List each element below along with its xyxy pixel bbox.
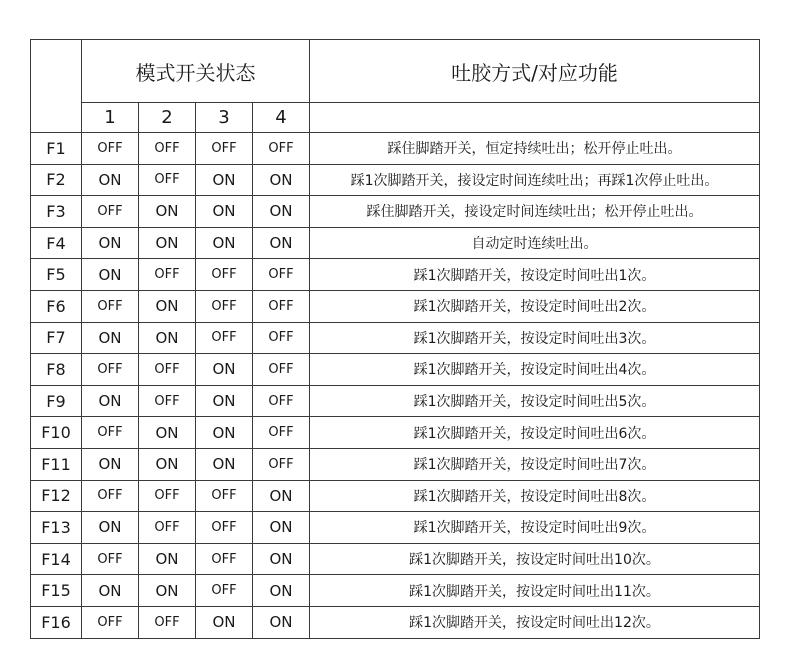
table-row — [31, 575, 760, 607]
switch-2-state-cell: OFF — [139, 512, 196, 544]
switch-1-state-cell: ON — [82, 227, 139, 259]
table-row — [31, 227, 760, 259]
table-row — [31, 164, 760, 196]
function-description-cell: 踩1次脚踏开关，按设定时间吐出3次。 — [310, 322, 760, 354]
switch-number-3: 3 — [196, 103, 253, 133]
switch-3-state-cell: ON — [196, 354, 253, 386]
mode-id-cell: F8 — [31, 354, 82, 386]
switch-3-state-cell: OFF — [196, 290, 253, 322]
switch-4-state-cell: ON — [253, 480, 310, 512]
mode-function-table — [30, 39, 760, 639]
switch-3-state-cell: OFF — [196, 575, 253, 607]
table-row — [31, 606, 760, 638]
switch-4-state-cell: OFF — [253, 259, 310, 291]
function-description-cell: 踩1次脚踏开关，按设定时间吐出2次。 — [310, 290, 760, 322]
switch-3-state-cell: ON — [196, 164, 253, 196]
function-description-cell: 踩1次脚踏开关，按设定时间吐出4次。 — [310, 354, 760, 386]
table-row — [31, 480, 760, 512]
switch-number-row — [31, 103, 760, 133]
switch-3-state-cell: ON — [196, 606, 253, 638]
switch-3-state-cell: ON — [196, 448, 253, 480]
mode-id-cell: F16 — [31, 606, 82, 638]
function-description-cell: 踩1次脚踏开关，按设定时间吐出7次。 — [310, 448, 760, 480]
switch-3-state-cell: ON — [196, 227, 253, 259]
switch-1-state-cell: ON — [82, 575, 139, 607]
function-header: 吐胶方式/对应功能 — [310, 40, 760, 103]
switch-1-state-cell: ON — [82, 385, 139, 417]
mode-id-cell: F6 — [31, 290, 82, 322]
switch-4-state-cell: ON — [253, 164, 310, 196]
mode-id-cell: F15 — [31, 575, 82, 607]
function-subheader-blank — [310, 103, 760, 133]
function-description-cell: 自动定时连续吐出。 — [310, 227, 760, 259]
switch-2-state-cell: OFF — [139, 480, 196, 512]
mode-id-cell: F9 — [31, 385, 82, 417]
table-row — [31, 354, 760, 386]
mode-id-cell: F14 — [31, 543, 82, 575]
switch-number-1: 1 — [82, 103, 139, 133]
switch-4-state-cell: OFF — [253, 354, 310, 386]
mode-status-header: 模式开关状态 — [82, 40, 310, 103]
table-row — [31, 385, 760, 417]
table-row — [31, 290, 760, 322]
function-description-cell: 踩1次脚踏开关，按设定时间吐出9次。 — [310, 512, 760, 544]
switch-1-state-cell: OFF — [82, 480, 139, 512]
mode-id-cell: F4 — [31, 227, 82, 259]
mode-id-cell: F3 — [31, 196, 82, 228]
function-description-cell: 踩1次脚踏开关，按设定时间吐出1次。 — [310, 259, 760, 291]
switch-1-state-cell: OFF — [82, 543, 139, 575]
switch-1-state-cell: ON — [82, 164, 139, 196]
switch-2-state-cell: ON — [139, 448, 196, 480]
switch-1-state-cell: ON — [82, 322, 139, 354]
switch-number-4: 4 — [253, 103, 310, 133]
switch-1-state-cell: OFF — [82, 606, 139, 638]
switch-2-state-cell: ON — [139, 196, 196, 228]
mode-id-cell: F2 — [31, 164, 82, 196]
switch-1-state-cell: OFF — [82, 133, 139, 165]
switch-2-state-cell: OFF — [139, 354, 196, 386]
switch-2-state-cell: OFF — [139, 133, 196, 165]
mode-id-cell: F12 — [31, 480, 82, 512]
table-row — [31, 259, 760, 291]
switch-4-state-cell: OFF — [253, 448, 310, 480]
switch-4-state-cell: OFF — [253, 133, 310, 165]
switch-2-state-cell: ON — [139, 290, 196, 322]
switch-number-2: 2 — [139, 103, 196, 133]
switch-4-state-cell: ON — [253, 512, 310, 544]
mode-id-cell: F10 — [31, 417, 82, 449]
function-description-cell: 踩1次脚踏开关，按设定时间吐出10次。 — [310, 543, 760, 575]
mode-id-cell: F7 — [31, 322, 82, 354]
switch-2-state-cell: OFF — [139, 385, 196, 417]
switch-2-state-cell: OFF — [139, 164, 196, 196]
switch-3-state-cell: ON — [196, 417, 253, 449]
switch-2-state-cell: ON — [139, 417, 196, 449]
header-row — [31, 40, 760, 103]
switch-3-state-cell: ON — [196, 385, 253, 417]
function-description-cell: 踩1次脚踏开关，按设定时间吐出6次。 — [310, 417, 760, 449]
switch-2-state-cell: ON — [139, 227, 196, 259]
switch-4-state-cell: OFF — [253, 385, 310, 417]
switch-4-state-cell: ON — [253, 575, 310, 607]
switch-4-state-cell: ON — [253, 543, 310, 575]
switch-4-state-cell: ON — [253, 227, 310, 259]
switch-3-state-cell: OFF — [196, 480, 253, 512]
switch-2-state-cell: ON — [139, 543, 196, 575]
mode-id-cell: F5 — [31, 259, 82, 291]
table-row — [31, 417, 760, 449]
mode-id-cell: F13 — [31, 512, 82, 544]
switch-1-state-cell: OFF — [82, 417, 139, 449]
table-row — [31, 512, 760, 544]
switch-3-state-cell: OFF — [196, 322, 253, 354]
function-description-cell: 踩住脚踏开关，接设定时间连续吐出；松开停止吐出。 — [310, 196, 760, 228]
switch-4-state-cell: OFF — [253, 290, 310, 322]
switch-3-state-cell: OFF — [196, 543, 253, 575]
switch-1-state-cell: OFF — [82, 290, 139, 322]
mode-id-cell: F1 — [31, 133, 82, 165]
switch-4-state-cell: OFF — [253, 322, 310, 354]
function-description-cell: 踩1次脚踏开关，按设定时间吐出11次。 — [310, 575, 760, 607]
switch-2-state-cell: OFF — [139, 259, 196, 291]
switch-4-state-cell: OFF — [253, 417, 310, 449]
function-description-cell: 踩1次脚踏开关，按设定时间吐出8次。 — [310, 480, 760, 512]
function-description-cell: 踩1次脚踏开关，按设定时间吐出5次。 — [310, 385, 760, 417]
table-row — [31, 448, 760, 480]
switch-2-state-cell: OFF — [139, 606, 196, 638]
function-description-cell: 踩1次脚踏开关，接设定时间连续吐出；再踩1次停止吐出。 — [310, 164, 760, 196]
corner-cell — [31, 40, 82, 133]
switch-4-state-cell: ON — [253, 196, 310, 228]
table-row — [31, 543, 760, 575]
switch-3-state-cell: OFF — [196, 133, 253, 165]
mode-id-cell: F11 — [31, 448, 82, 480]
switch-2-state-cell: ON — [139, 322, 196, 354]
function-description-cell: 踩1次脚踏开关，按设定时间吐出12次。 — [310, 606, 760, 638]
switch-1-state-cell: OFF — [82, 196, 139, 228]
switch-3-state-cell: ON — [196, 196, 253, 228]
switch-3-state-cell: OFF — [196, 259, 253, 291]
table-row — [31, 133, 760, 165]
switch-4-state-cell: ON — [253, 606, 310, 638]
switch-1-state-cell: ON — [82, 448, 139, 480]
switch-3-state-cell: OFF — [196, 512, 253, 544]
table-row — [31, 196, 760, 228]
switch-1-state-cell: OFF — [82, 354, 139, 386]
switch-1-state-cell: ON — [82, 512, 139, 544]
table-row — [31, 322, 760, 354]
switch-1-state-cell: ON — [82, 259, 139, 291]
function-description-cell: 踩住脚踏开关，恒定持续吐出；松开停止吐出。 — [310, 133, 760, 165]
switch-2-state-cell: ON — [139, 575, 196, 607]
